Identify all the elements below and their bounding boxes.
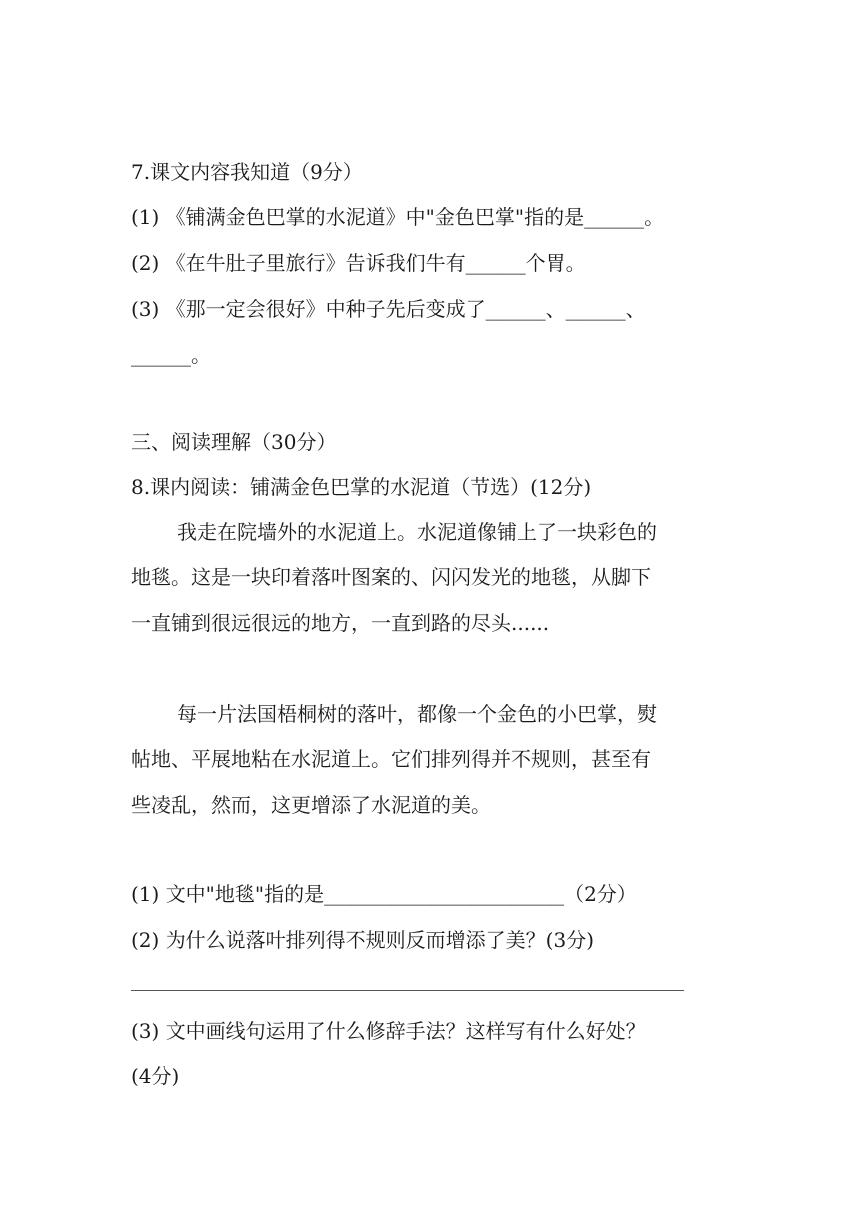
question-8-2: (2) 为什么说落叶排列得不规则反而增添了美？(3分): [131, 928, 595, 952]
passage-paragraph-1-line-1: 我走在院墙外的水泥道上。水泥道像铺上了一块彩色的: [177, 520, 657, 544]
passage-paragraph-2-line-3: 些凌乱，然而，这更增添了水泥道的美。: [131, 793, 491, 817]
answer-line[interactable]: [131, 990, 684, 991]
question-7-3-line-1: (3) 《那一定会很好》中种子先后变成了______、______、: [131, 297, 646, 321]
question-8-1: (1) 文中"地毯"指的是________________________（2分）: [131, 882, 637, 906]
question-8-title: 8.课内阅读：铺满金色巴掌的水泥道（节选）(12分): [131, 475, 592, 499]
passage-paragraph-1-line-3: 一直铺到很远很远的地方，一直到路的尽头......: [131, 611, 550, 635]
question-8-3-line-2: (4分): [131, 1064, 180, 1088]
question-7-2: (2) 《在牛肚子里旅行》告诉我们牛有______个胃。: [131, 251, 586, 275]
question-7-1: (1) 《铺满金色巴掌的水泥道》中"金色巴掌"指的是______。: [131, 205, 665, 229]
question-7-3-line-2: ______。: [131, 343, 211, 367]
passage-paragraph-2-line-1: 每一片法国梧桐树的落叶，都像一个金色的小巴掌，熨: [177, 702, 657, 726]
question-8-3-line-1: (3) 文中画线句运用了什么修辞手法？这样写有什么好处？: [131, 1019, 646, 1043]
question-7-title: 7.课文内容我知道（9分）: [131, 160, 363, 184]
passage-paragraph-2-line-2: 帖地、平展地粘在水泥道上。它们排列得并不规则，甚至有: [131, 747, 651, 771]
section-3-heading: 三、阅读理解（30分）: [131, 430, 337, 454]
passage-paragraph-1-line-2: 地毯。这是一块印着落叶图案的、闪闪发光的地毯，从脚下: [131, 565, 651, 589]
